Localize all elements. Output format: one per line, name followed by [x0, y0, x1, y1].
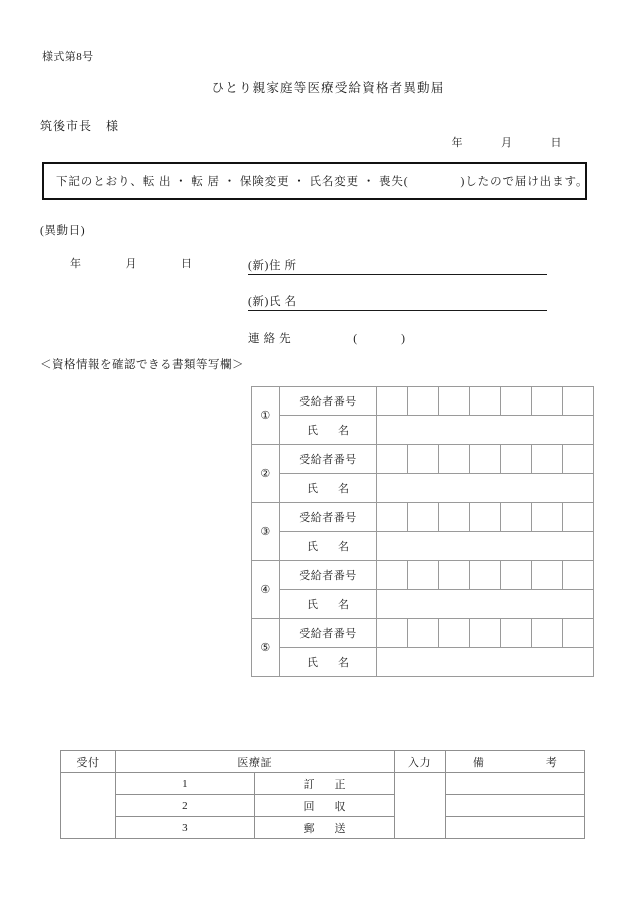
table-row: [252, 387, 594, 416]
recipient-name-label-3: 氏 名: [280, 532, 377, 561]
table-row: [61, 795, 585, 817]
recipient-number-cell[interactable]: [439, 445, 470, 474]
recipient-name-input[interactable]: [377, 532, 594, 561]
recipient-number-cell[interactable]: [501, 503, 532, 532]
recipient-number-cell[interactable]: [532, 503, 563, 532]
submission-day-label[interactable]: 日: [550, 137, 562, 149]
card-option-label-2[interactable]: 回 収: [255, 795, 394, 817]
remarks-input-line[interactable]: [445, 773, 584, 795]
table-row: [61, 817, 585, 839]
recipient-name-label-2: 氏 名: [280, 474, 377, 503]
recipient-number-cell[interactable]: [377, 561, 408, 590]
contact-label: 連 絡 先: [248, 333, 292, 345]
input-stamp-cell[interactable]: [394, 773, 445, 839]
option-hoken-henko[interactable]: 保険変更: [239, 176, 290, 188]
recipient-number-label-3: 受給者番号: [280, 503, 377, 532]
recipient-number-cell[interactable]: [408, 387, 439, 416]
contact-close-paren: ): [401, 333, 406, 345]
recipient-number-cell[interactable]: [470, 503, 501, 532]
option-shimei-henko[interactable]: 氏名変更: [309, 176, 360, 188]
table-row: [252, 561, 594, 590]
row-index-1: ①: [252, 387, 280, 445]
contact-open-paren: (: [353, 333, 358, 345]
recipient-number-cell[interactable]: [470, 387, 501, 416]
card-option-label-1[interactable]: 訂 正: [255, 773, 394, 795]
recipient-number-cell[interactable]: [563, 561, 594, 590]
submission-date-line: [452, 134, 563, 150]
office-use-header-row: [61, 751, 585, 773]
recipient-name-input[interactable]: [377, 416, 594, 445]
reception-stamp-cell[interactable]: [61, 773, 116, 839]
declaration-suffix: したので届け出ます。: [465, 176, 589, 188]
contact-row: [248, 330, 406, 346]
recipient-number-cell[interactable]: [408, 445, 439, 474]
office-use-table-body: [61, 751, 585, 839]
header-reception: 受付: [61, 751, 116, 773]
table-row: [252, 474, 594, 503]
option-soshitsu[interactable]: 喪失(: [379, 176, 409, 188]
table-row: [61, 773, 585, 795]
card-option-label-3[interactable]: 郵 送: [255, 817, 394, 839]
recipient-name-label-1: 氏 名: [280, 416, 377, 445]
recipient-number-cell[interactable]: [532, 445, 563, 474]
table-row: [252, 590, 594, 619]
new-name-input[interactable]: [297, 309, 547, 311]
recipient-number-cell[interactable]: [439, 619, 470, 648]
recipient-number-label-4: 受給者番号: [280, 561, 377, 590]
recipient-number-cell[interactable]: [501, 387, 532, 416]
recipient-number-cell[interactable]: [377, 503, 408, 532]
header-remarks: 備 考: [445, 751, 584, 773]
recipient-number-cell[interactable]: [408, 561, 439, 590]
recipient-number-cell[interactable]: [501, 619, 532, 648]
submission-year-label[interactable]: 年: [451, 137, 463, 149]
recipient-number-cell[interactable]: [501, 561, 532, 590]
recipient-number-cell[interactable]: [470, 561, 501, 590]
recipient-number-cell[interactable]: [439, 387, 470, 416]
recipient-name-label-5: 氏 名: [280, 648, 377, 677]
addressee-honorific: 様: [106, 119, 120, 133]
row-index-5: ⑤: [252, 619, 280, 677]
declaration-text[interactable]: 下記のとおり、転 出 ・ 転 居 ・ 保険変更 ・ 氏名変更 ・ 喪失( )したので届け出ます。: [56, 176, 589, 188]
change-day-label[interactable]: 日: [181, 258, 193, 270]
table-row: [252, 532, 594, 561]
recipient-number-label-5: 受給者番号: [280, 619, 377, 648]
recipient-number-cell[interactable]: [563, 619, 594, 648]
recipient-name-input[interactable]: [377, 648, 594, 677]
table-row: [252, 416, 594, 445]
table-row: [252, 445, 594, 474]
recipient-number-cell[interactable]: [377, 619, 408, 648]
new-address-input[interactable]: [297, 273, 547, 275]
recipient-table: [251, 386, 594, 677]
change-month-label[interactable]: 月: [125, 258, 137, 270]
recipient-number-cell[interactable]: [563, 387, 594, 416]
recipient-number-cell[interactable]: [408, 503, 439, 532]
recipient-name-label-4: 氏 名: [280, 590, 377, 619]
recipient-name-input[interactable]: [377, 474, 594, 503]
row-index-2: ②: [252, 445, 280, 503]
row-index-3: ③: [252, 503, 280, 561]
table-row: [252, 648, 594, 677]
qualification-section-header: ＜資格情報を確認できる書類等写欄＞: [40, 359, 244, 371]
table-row: [252, 503, 594, 532]
new-address-row: [248, 257, 547, 275]
recipient-number-cell[interactable]: [563, 445, 594, 474]
header-input: 入力: [394, 751, 445, 773]
row-index-4: ④: [252, 561, 280, 619]
table-row: [252, 619, 594, 648]
loss-close-paren: ): [460, 176, 466, 188]
recipient-number-cell[interactable]: [532, 561, 563, 590]
recipient-number-label-2: 受給者番号: [280, 445, 377, 474]
recipient-number-cell[interactable]: [470, 619, 501, 648]
addressee-name: 筑後市長: [40, 119, 93, 133]
recipient-number-cell[interactable]: [377, 387, 408, 416]
change-date-fields: [70, 255, 193, 271]
remarks-input-line[interactable]: [445, 817, 584, 839]
card-option-number-2: 2: [116, 795, 255, 817]
recipient-number-cell[interactable]: [470, 445, 501, 474]
option-tenkyo[interactable]: 転 居: [191, 176, 220, 188]
form-number: 様式第8号: [42, 51, 94, 63]
new-name-label: (新)氏 名: [248, 293, 297, 311]
recipient-table-body: [252, 387, 594, 677]
header-medical-card: 医療証: [116, 751, 395, 773]
recipient-number-cell[interactable]: [377, 445, 408, 474]
change-year-label[interactable]: 年: [70, 258, 82, 270]
recipient-number-cell[interactable]: [501, 445, 532, 474]
recipient-number-cell[interactable]: [563, 503, 594, 532]
recipient-number-cell[interactable]: [439, 561, 470, 590]
card-option-number-1: 1: [116, 773, 255, 795]
new-address-label: (新)住 所: [248, 257, 297, 275]
option-tenshutsu[interactable]: 転 出: [142, 176, 172, 188]
recipient-number-cell[interactable]: [532, 619, 563, 648]
declaration-box: [42, 162, 587, 200]
office-use-table: [60, 750, 585, 839]
recipient-number-label-1: 受給者番号: [280, 387, 377, 416]
recipient-name-input[interactable]: [377, 590, 594, 619]
change-date-label: (異動日): [40, 225, 86, 237]
addressee: [40, 117, 119, 134]
document-title: ひとり親家庭等医療受給資格者異動届: [211, 81, 445, 95]
recipient-number-cell[interactable]: [408, 619, 439, 648]
recipient-number-cell[interactable]: [439, 503, 470, 532]
submission-month-label[interactable]: 月: [501, 137, 513, 149]
new-name-row: [248, 293, 547, 311]
remarks-input-line[interactable]: [445, 795, 584, 817]
card-option-number-3: 3: [116, 817, 255, 839]
declaration-prefix: 下記のとおり、: [56, 176, 143, 188]
recipient-number-cell[interactable]: [532, 387, 563, 416]
